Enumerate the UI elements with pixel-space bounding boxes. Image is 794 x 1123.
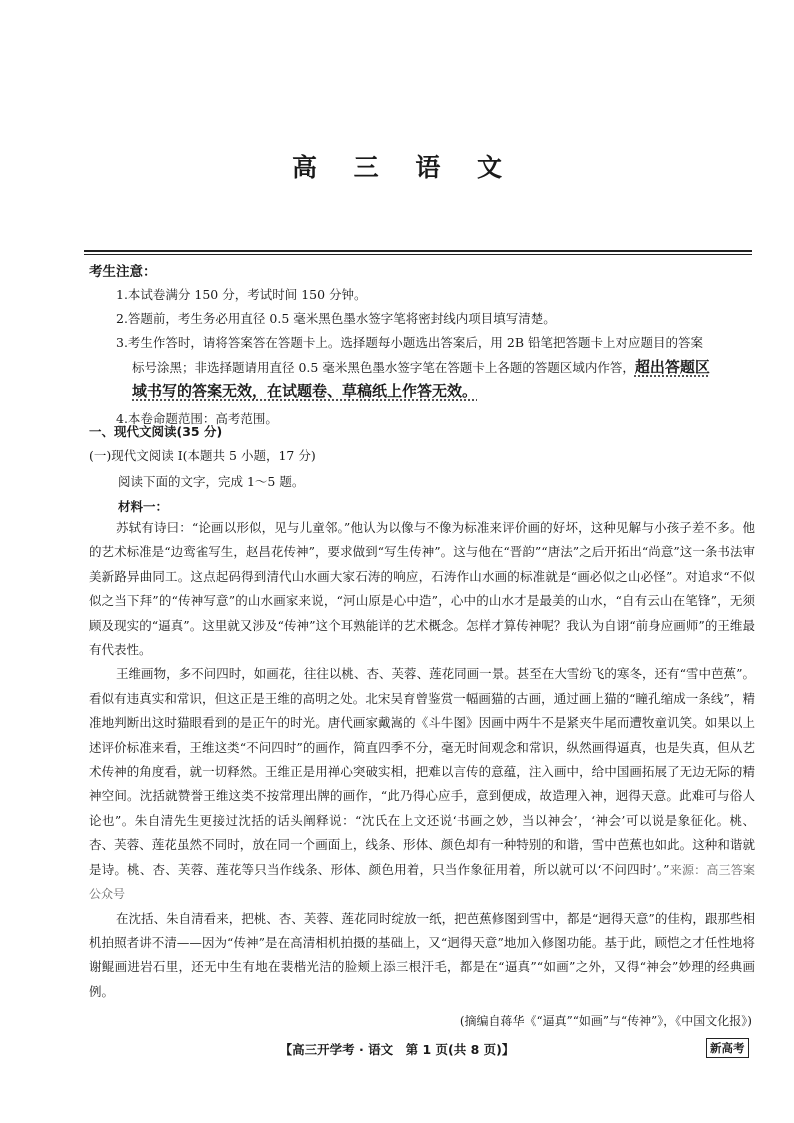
paragraph: 在沈括、朱自清看来，把桃、杏、芙蓉、莲花同时绽放一纸，把芭蕉修图到雪中，都是“迥得天意”的佳构，跟那些相机拍照者讲不清——因为“传神”是在高清相机拍摄的基础上，又“迥得天意”地加入修图功能。基于此，顾恺之才任性地将谢鲲画进岩石里，还无中生有地在裴楷光洁的脸颊上添三根汗毛，都是在“逼真”“如画”之外，又得“神会”妙理的经典画例。: [89, 910, 755, 999]
paragraph: [89, 662, 755, 906]
source-note: 来源：高三答案公众号: [89, 862, 755, 902]
page-title: 高 三 语 文: [291, 153, 517, 182]
page-footer: 【高三开学考 · 语文 第 1 页(共 8 页)】: [279, 1042, 515, 1057]
section-heading: 一、现代文阅读(35 分): [89, 424, 223, 439]
notice-emphasis: 超出答题区: [634, 358, 710, 376]
reading-passage: [89, 516, 755, 1004]
notice-heading: 考生注意：: [89, 264, 157, 280]
notice-item: 4.本卷命题范围：高考范围。: [116, 411, 278, 426]
notice-item: 3.考生作答时，请将答案答在答题卡上。选择题每小题选出答案后，用 2B 铅笔把答题卡上对应题目的答案: [116, 335, 704, 350]
notice-list: [116, 283, 754, 431]
notice-item-continued: [116, 355, 754, 379]
citation: (摘编自蒋华《“逼真”“如画”与“传神”》，《中国文化报》): [459, 1014, 752, 1028]
paragraph: 苏轼有诗曰：“论画以形似，见与儿童邻。”他认为以像与不像为标准来评价画的好坏，这种见解与小孩子差不多。他的艺术标准是“边鸾雀写生，赵昌花传神”，要求做到“写生传神”。这与他在“晋韵”“唐法”之后开拓出“尚意”这一条书法审美新路异曲同工。这点起码得到清代山水画大家石涛的响应，石涛作山水画的标准就是“画必似之山必怪”。对追求“不似似之当下拜”的“传神写意”的山水画家来说，“河山原是心中造”，心中的山水才是最美的山水，“自有云山在笔锋”，无须顾及现实的“逼真”。这里就又涉及“传神”这个耳熟能详的艺术概念。怎样才算传神呢？我认为自诩“前身应画师”的王维最有代表性。: [89, 520, 755, 658]
header-rule: [84, 250, 752, 255]
exam-badge: 新高考: [706, 1038, 749, 1058]
notice-item-continued: [116, 379, 754, 403]
notice-emphasis: 域书写的答案无效，在试题卷、草稿纸上作答无效。: [132, 382, 478, 400]
notice-item: 2.答题前，考生务必用直径 0.5 毫米黑色墨水签字笔将密封线内项目填写清楚。: [116, 311, 556, 326]
material-label: 材料一：: [118, 499, 169, 514]
reading-instruction: 阅读下面的文字，完成 1～5 题。: [118, 474, 305, 489]
subsection-heading: (一)现代文阅读 Ⅰ(本题共 5 小题，17 分): [89, 448, 316, 463]
notice-item: 1.本试卷满分 150 分，考试时间 150 分钟。: [116, 287, 367, 302]
paragraph-text: 王维画物，多不问四时，如画花，往往以桃、杏、芙蓉、莲花同画一景。甚至在大雪纷飞的寒冬，还有“雪中芭蕉”。看似有违真实和常识，但这正是王维的高明之处。北宋吴育曾鉴赏一幅画猫的古画，通过画上猫的“瞳孔缩成一条线”，精准地判断出这时猫眼看到的是正午的时光。唐代画家戴嵩的《斗牛图》因画中两牛不是紧夹牛尾而遭牧童讥笑。如果以上述评价标准来看，王维这类“不问四时”的画作，简直四季不分，毫无时间观念和常识，纵然画得逼真，也是失真，但从艺术传神的角度看，就一切释然。王维正是用禅心突破实相，把难以言传的意蕴，注入画中，给中国画拓展了无边无际的精神空间。沈括就赞誉王维这类不按常理出牌的画作，“此乃得心应手，意到便成，故造理入神，迥得天意。此难可与俗人论也”。朱自清先生更接过沈括的话头阐释说：“沈氏在上文还说‘书画之妙，当以神会’，‘神会’可以说是象征化。桃、杏、芙蓉、莲花虽然不同时，放在同一个画面上，线条、形体、颜色却有一种特别的和谐，雪中芭蕉也如此。这种和谐就是诗。桃、杏、芙蓉、莲花等只当作线条、形体、颜色用着，只当作象征用着，所以就可以‘不问四时’。”: [89, 666, 755, 877]
notice-item-text: 标号涂黑；非选择题请用直径 0.5 毫米黑色墨水签字笔在答题卡上各题的答题区域内作答，: [132, 360, 635, 375]
